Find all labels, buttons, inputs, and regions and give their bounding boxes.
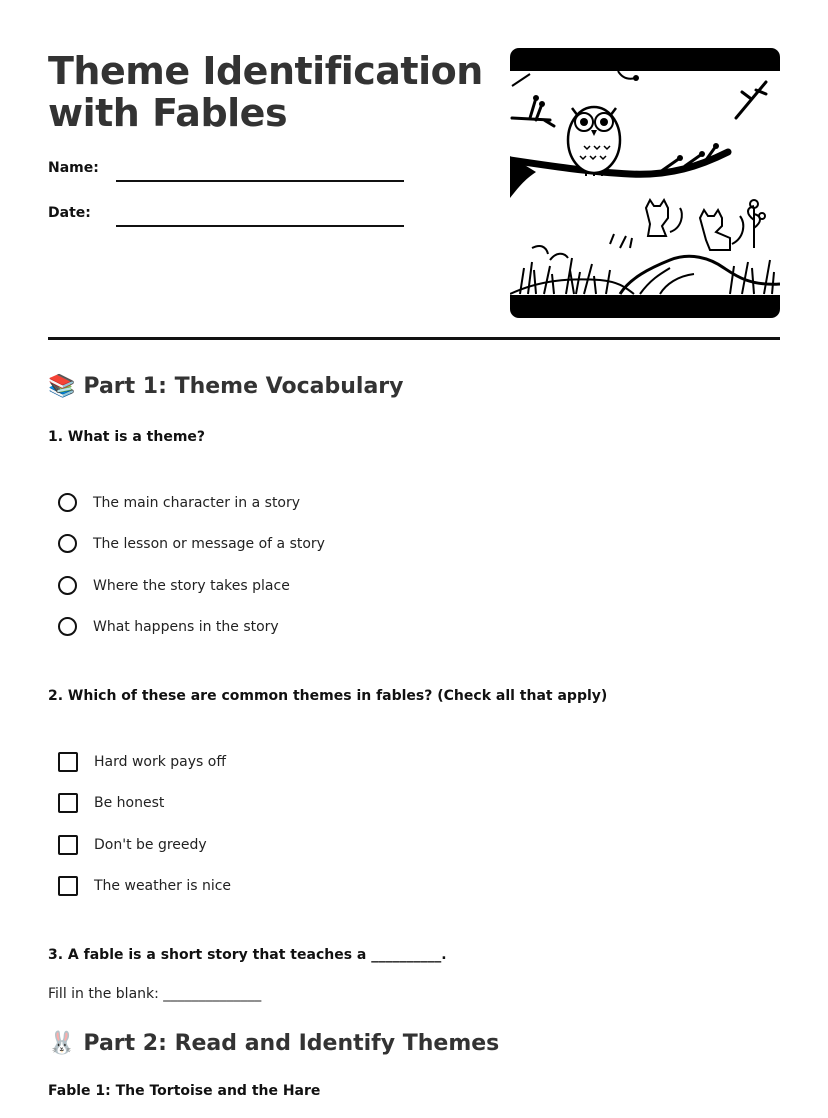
rabbit-icon: 🐰 — [48, 1031, 76, 1056]
checkbox[interactable] — [58, 793, 78, 813]
radio-button[interactable] — [58, 576, 77, 595]
title-line-1: Theme Identification — [48, 49, 483, 93]
name-field[interactable] — [48, 160, 408, 184]
worksheet-title — [48, 50, 488, 134]
q2-option[interactable] — [58, 835, 207, 855]
books-icon: 📚 — [48, 374, 76, 399]
name-label: Name: — [48, 160, 99, 176]
radio-button[interactable] — [58, 493, 77, 512]
fill-in-blank[interactable]: Fill in the blank: ______________ — [48, 986, 262, 1002]
date-label: Date: — [48, 205, 91, 221]
part1-title: Part 1: Theme Vocabulary — [83, 374, 404, 399]
question-1: 1. What is a theme? — [48, 429, 206, 445]
q2-option-label: The weather is nice — [94, 878, 232, 894]
checkbox[interactable] — [58, 876, 78, 896]
part2-title: Part 2: Read and Identify Themes — [83, 1031, 500, 1056]
radio-button[interactable] — [58, 617, 77, 636]
checkbox[interactable] — [58, 752, 78, 772]
q2-option[interactable] — [58, 793, 164, 813]
question-3: 3. A fable is a short story that teaches a __________. — [48, 947, 447, 963]
q2-option-label: Don't be greedy — [94, 837, 207, 853]
q2-option-label: Be honest — [94, 795, 165, 811]
q1-option-label: Where the story takes place — [93, 577, 290, 594]
q1-option-label: The lesson or message of a story — [93, 535, 325, 552]
date-line[interactable] — [116, 225, 404, 227]
header-divider — [48, 337, 780, 340]
part1-heading — [48, 374, 403, 399]
owl-forest-illustration-icon — [510, 48, 780, 318]
q1-option[interactable] — [58, 534, 325, 553]
q2-option-label: Hard work pays off — [94, 754, 226, 770]
checkbox[interactable] — [58, 835, 78, 855]
radio-button[interactable] — [58, 534, 77, 553]
name-line[interactable] — [116, 180, 404, 182]
fable-1-title: Fable 1: The Tortoise and the Hare — [48, 1083, 321, 1099]
question-2: 2. Which of these are common themes in fables? (Check all that apply) — [48, 688, 608, 704]
q1-option-label: The main character in a story — [93, 494, 301, 511]
date-field[interactable] — [48, 205, 408, 229]
q2-option[interactable] — [58, 876, 231, 896]
title-line-2: with Fables — [48, 91, 288, 135]
part2-heading — [48, 1031, 499, 1056]
q1-option-label: What happens in the story — [93, 618, 279, 635]
q1-option[interactable] — [58, 617, 279, 636]
q1-option[interactable] — [58, 493, 300, 512]
q2-option[interactable] — [58, 752, 226, 772]
q1-option[interactable] — [58, 576, 290, 595]
